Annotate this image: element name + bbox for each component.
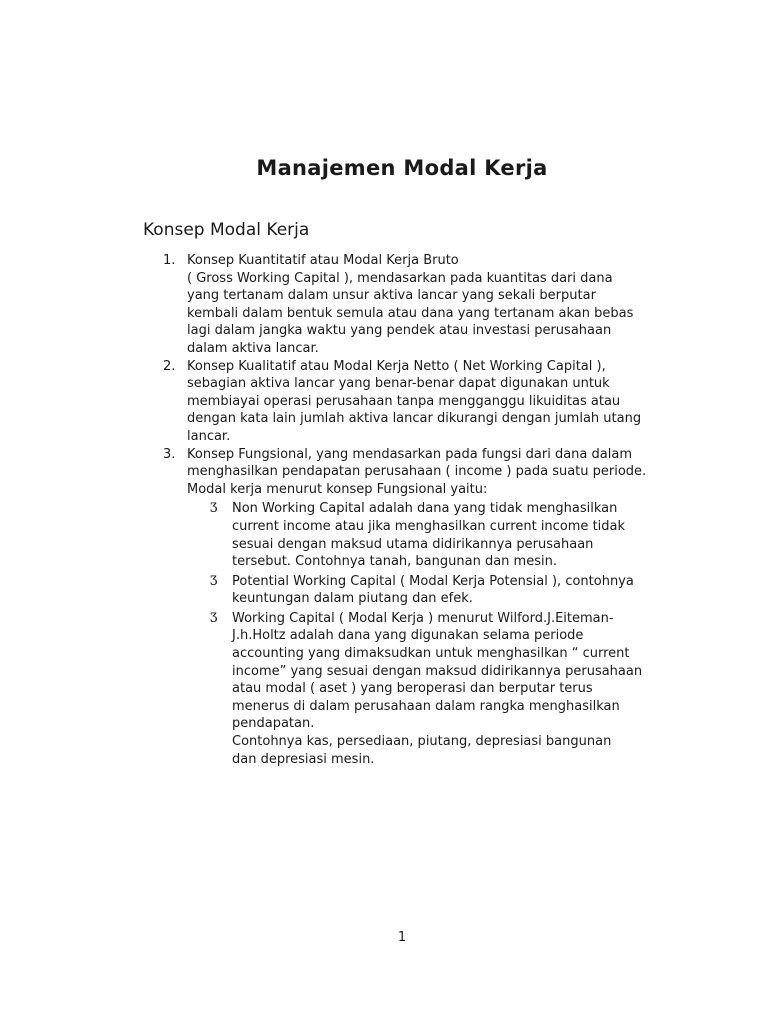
text-line: Working Capital ( Modal Kerja ) menurut Wilford.J.Eiteman-	[232, 610, 614, 626]
concept-list	[163, 252, 668, 770]
text-line: keuntungan dalam piutang dan efek.	[232, 591, 473, 607]
text-line: sesuai dengan maksud utama didirikannya perusahaan	[232, 536, 594, 552]
text-line: kembali dalam bentuk semula atau dana yang tertanam akan bebas	[187, 305, 634, 321]
text-line: income” yang sesuai dengan maksud didirikannya perusahaan	[232, 663, 643, 679]
sub-list-item-3	[209, 610, 668, 768]
text-line: menerus di dalam perusahaan dalam rangka menghasilkan	[232, 698, 620, 714]
sub-list-item-1	[209, 500, 668, 570]
list-number: 2.	[163, 358, 176, 374]
text-line: yang tertanam dalam unsur aktiva lancar yang sekali berputar	[187, 288, 596, 304]
list-number: 1.	[163, 253, 176, 268]
text-line: lagi dalam jangka waktu yang pendek atau investasi perusahaan	[187, 323, 612, 339]
page-number: 1	[397, 930, 407, 945]
bullet-icon: Ʒ	[210, 610, 218, 626]
bullet-icon: Ʒ	[210, 573, 218, 589]
text-line: atau modal ( aset ) yang beroperasi dan berputar terus	[232, 681, 593, 697]
page-title: Manajemen Modal Kerja	[256, 156, 548, 181]
text-line: tersebut. Contohnya tanah, bangunan dan mesin.	[232, 554, 557, 570]
text-line: membiayai operasi perusahaan tanpa mengganggu likuiditas atau	[187, 393, 621, 409]
text-line: Potential Working Capital ( Modal Kerja Potensial ), contohnya	[232, 573, 634, 589]
sub-list-item-2	[209, 573, 668, 608]
text-line: Contohnya kas, persediaan, piutang, depresiasi bangunan	[232, 734, 612, 750]
list-item-3	[163, 446, 668, 769]
text-line: dalam aktiva lancar.	[187, 340, 319, 356]
text-line: dan depresiasi mesin.	[232, 751, 375, 767]
text-line: lancar.	[187, 428, 231, 444]
text-line: J.h.Holtz adalah dana yang digunakan selama periode	[232, 628, 584, 644]
text-line: accounting yang dimaksudkan untuk menghasilkan “ current	[232, 646, 630, 662]
text-line: Modal kerja menurut konsep Fungsional yaitu:	[187, 481, 488, 497]
section-heading: Konsep Modal Kerja	[143, 220, 310, 241]
list-number: 3.	[163, 446, 176, 462]
text-line: Non Working Capital adalah dana yang tidak menghasilkan	[232, 501, 618, 517]
bullet-icon: Ʒ	[210, 501, 218, 517]
text-line: current income atau jika menghasilkan current income tidak	[232, 518, 626, 534]
text-line: menghasilkan pendapatan perusahaan ( income ) pada suatu periode.	[187, 464, 647, 480]
text-line: ( Gross Working Capital ), mendasarkan pada kuantitas dari dana	[187, 270, 613, 286]
text-line: Konsep Fungsional, yang mendasarkan pada fungsi dari dana dalam	[187, 446, 632, 462]
text-line: sebagian aktiva lancar yang benar-benar dapat digunakan untuk	[187, 376, 610, 392]
list-item-1	[163, 252, 668, 358]
list-item-2	[163, 358, 668, 446]
text-line: dengan kata lain jumlah aktiva lancar dikurangi dengan jumlah utang	[187, 411, 642, 427]
text-line: pendapatan.	[232, 716, 315, 732]
sub-list	[187, 500, 668, 768]
text-line: Konsep Kuantitatif atau Modal Kerja Bruto	[187, 253, 459, 268]
text-line: Konsep Kualitatif atau Modal Kerja Netto ( Net Working Capital ),	[187, 358, 606, 374]
